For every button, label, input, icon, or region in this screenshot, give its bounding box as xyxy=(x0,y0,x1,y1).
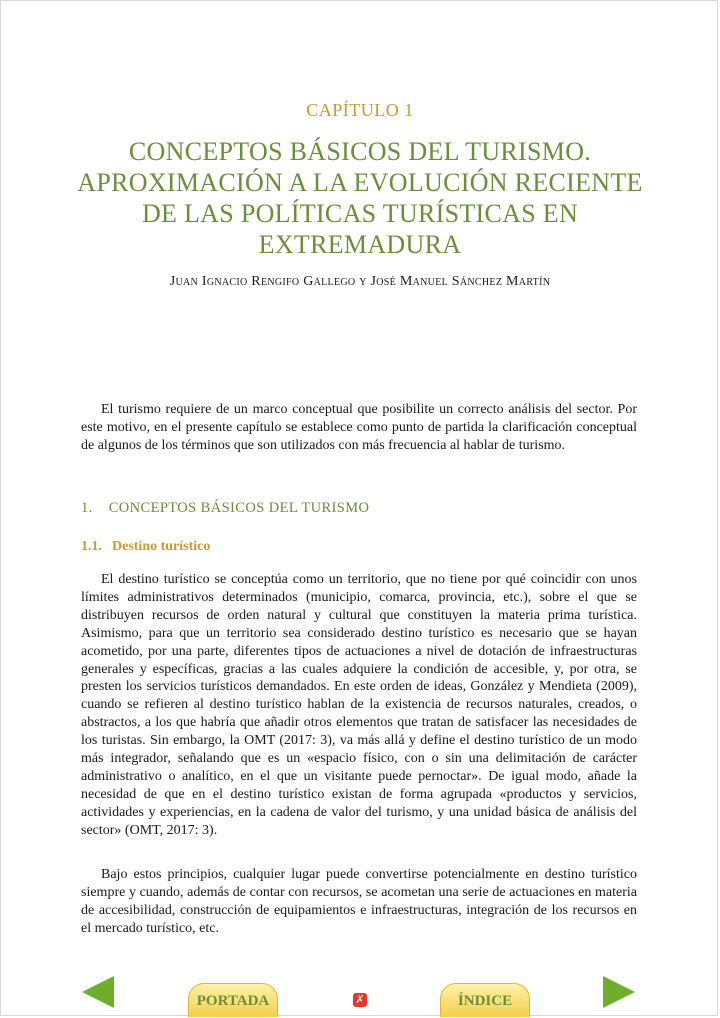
next-arrow-icon[interactable] xyxy=(603,976,635,1008)
section-title: CONCEPTOS BÁSICOS DEL TURISMO xyxy=(108,500,370,516)
chapter-label: CAPÍTULO 1 xyxy=(306,100,414,120)
chapter-authors: Juan Ignacio Rengifo Gallego y José Manuel Sánchez Martín xyxy=(169,274,551,289)
subsection-heading xyxy=(81,539,210,555)
body-paragraph: El destino turístico se conceptúa como un territorio, que no tiene por qué coincidir con unos límites administrativos determinados (municipio, comarca, provincia, etc.), sobre el que se distribuyen recursos de orden natural y cultural que constituyen la materia prima turística. Asimismo, para que un territorio sea considerado destino turístico es necesario que se hayan acometido, por una parte, diferentes tipos de actuaciones a nivel de dotación de infraestructuras generales y específicas, gracias a las cuales adquiere la condición de accesible, y, por otra, se presten los servicios turísticos demandados. En este orden de ideas, González y Mendieta (2009), cuando se refieren al destino turístico hablan de la existencia de recursos naturales, creados, o abstractos, a los que habría que añadir otros elementos que tratan de satisfacer las necesidades de los turistas. Sin embargo, la OMT (2017: 3), va más allá y define el destino turístico de un modo más integrador, señalando que es un «espacio físico, con o sin una delimitación de carácter administrativo o analítico, en el que un visitante puede pernoctar». De igual modo, añade la necesidad de que en el destino turístico existan de forma agrupada «productos y servicios, actividades y experiencias, en la cadena de valor del turismo, y una unidad básica de análisis del sector» (OMT, 2017: 3). xyxy=(81,572,637,838)
chapter-title: CONCEPTOS BÁSICOS DEL TURISMO. APROXIMACIÓN A LA EVOLUCIÓN RECIENTE DE LAS POLÍTICAS TURÍSTICAS EN EXTREMADURA xyxy=(77,137,643,259)
subsection-number: 1.1. xyxy=(81,539,102,554)
section-number: 1. xyxy=(81,500,93,516)
prev-arrow-icon[interactable] xyxy=(82,976,114,1008)
section-heading xyxy=(81,500,369,517)
close-icon[interactable]: ✗ xyxy=(353,993,367,1007)
subsection-title: Destino turístico xyxy=(112,539,211,554)
body-paragraph: Bajo estos principios, cualquier lugar puede convertirse potencialmente en destino turístico siempre y cuando, además de contar con recursos, se acometan una serie de actuaciones en materia de accesibilidad, construcción de equipamientos e infraestructuras, integración de los recursos en el mercado turístico, etc. xyxy=(81,867,637,936)
indice-button[interactable]: ÍNDICE xyxy=(440,983,530,1017)
intro-paragraph: El turismo requiere de un marco conceptual que posibilite un correcto análisis del sector. Por este motivo, en el presente capítulo se establece como punto de partida la clarificación conceptual de algunos de los términos que son utilizados con más frecuencia al hablar de turismo. xyxy=(81,402,637,453)
portada-button[interactable]: PORTADA xyxy=(188,983,278,1017)
